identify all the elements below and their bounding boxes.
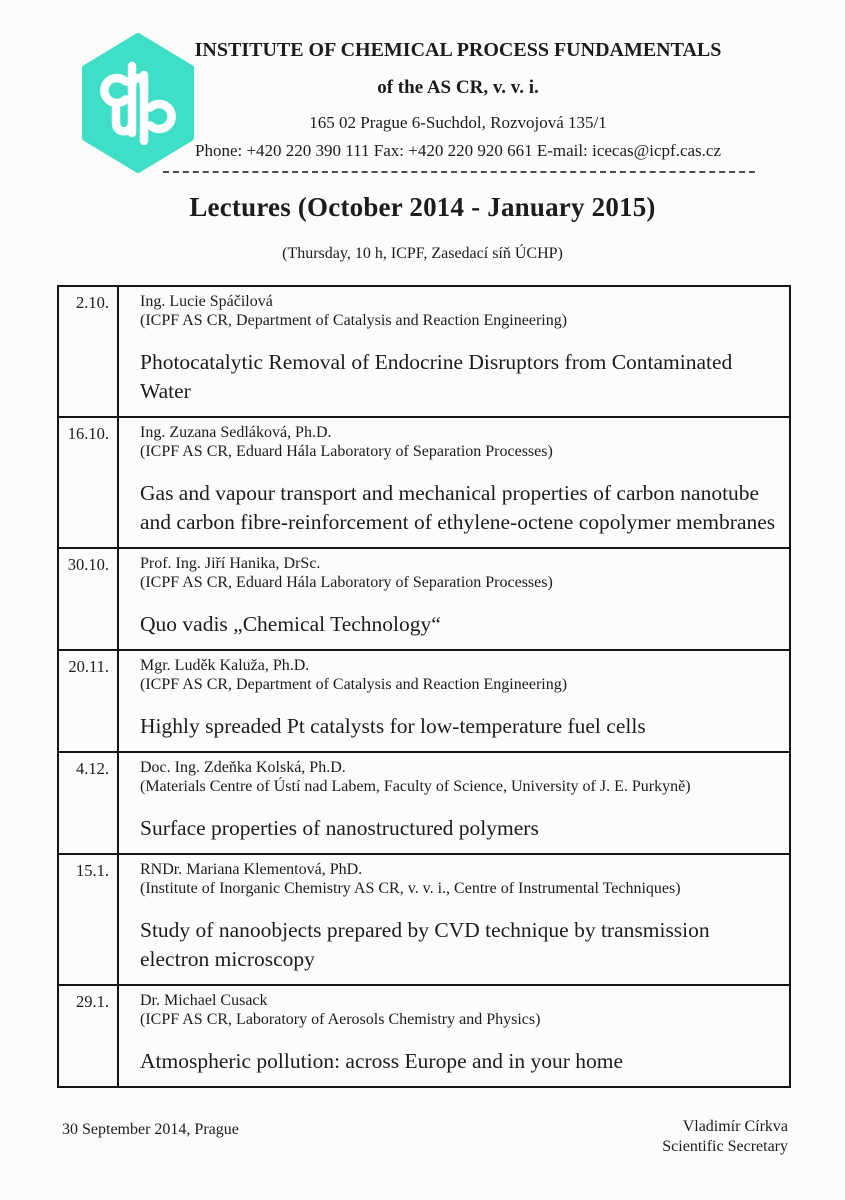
lecture-speaker: Dr. Michael Cusack [140,992,268,1009]
footer-date-place: 30 September 2014, Prague [62,1121,239,1138]
lecture-cell [118,985,790,1087]
lecture-date: 16.10. [58,417,118,548]
lecture-date: 2.10. [58,286,118,417]
page-subtitle: (Thursday, 10 h, ICPF, Zasedací síň ÚCHP) [282,245,563,262]
lecture-date: 4.12. [58,752,118,854]
table-row [58,286,790,417]
lecture-date: 20.11. [58,650,118,752]
lecture-cell [118,417,790,548]
lecture-cell [118,650,790,752]
lecture-speaker: Doc. Ing. Zdeňka Kolská, Ph.D. [140,759,346,776]
lecture-cell [118,548,790,650]
lecture-title: Photocatalytic Removal of Endocrine Disruptors from Contaminated Water [140,350,733,403]
signature-block [662,1117,788,1157]
lecture-title: Surface properties of nanostructured polymers [140,816,539,840]
letterhead [158,39,758,161]
institute-address: 165 02 Prague 6-Suchdol, Rozvojová 135/1 [309,113,607,132]
lecture-speaker: RNDr. Mariana Klementová, PhD. [140,861,363,878]
lectures-table [57,285,791,1088]
institute-contact: Phone: +420 220 390 111 Fax: +420 220 920 661 E-mail: icecas@icpf.cas.cz [195,141,721,160]
lecture-cell [118,752,790,854]
signatory-role: Scientific Secretary [662,1138,788,1155]
header-divider [163,171,755,173]
lecture-title: Highly spreaded Pt catalysts for low-temperature fuel cells [140,714,646,738]
table-row [58,752,790,854]
lecture-speaker: Ing. Lucie Spáčilová [140,293,273,310]
lecture-affiliation: (Materials Centre of Ústí nad Labem, Faculty of Science, University of J. E. Purkyně) [140,778,691,795]
table-row [58,548,790,650]
lecture-title: Quo vadis „Chemical Technology“ [140,612,441,636]
lecture-title: Gas and vapour transport and mechanical properties of carbon nanotube and carbon fibre-reinforcement of ethylene-octene copolymer membranes [140,481,776,534]
lecture-affiliation: (ICPF AS CR, Laboratory of Aerosols Chemistry and Physics) [140,1011,541,1028]
lecture-title: Study of nanoobjects prepared by CVD technique by transmission electron microscopy [140,918,710,971]
lecture-cell [118,854,790,985]
lecture-date: 29.1. [58,985,118,1087]
lecture-affiliation: (ICPF AS CR, Eduard Hála Laboratory of Separation Processes) [140,443,553,460]
page-title: Lectures (October 2014 - January 2015) [189,192,656,222]
lecture-affiliation: (ICPF AS CR, Department of Catalysis and Reaction Engineering) [140,312,568,329]
table-row [58,854,790,985]
lecture-title: Atmospheric pollution: across Europe and in your home [140,1049,624,1073]
lecture-cell [118,286,790,417]
institute-name: INSTITUTE OF CHEMICAL PROCESS FUNDAMENTALS [194,39,722,61]
lecture-date: 15.1. [58,854,118,985]
lecture-speaker: Mgr. Luděk Kaluža, Ph.D. [140,657,310,674]
signatory-name: Vladimír Církva [682,1118,788,1135]
table-row [58,417,790,548]
lecture-affiliation: (ICPF AS CR, Eduard Hála Laboratory of Separation Processes) [140,574,553,591]
table-row [58,650,790,752]
table-row [58,985,790,1087]
lecture-affiliation: (ICPF AS CR, Department of Catalysis and Reaction Engineering) [140,676,568,693]
lecture-speaker: Ing. Zuzana Sedláková, Ph.D. [140,424,332,441]
lecture-date: 30.10. [58,548,118,650]
institute-name-line2: of the AS CR, v. v. i. [377,77,539,98]
lecture-affiliation: (Institute of Inorganic Chemistry AS CR, v. v. i., Centre of Instrumental Techniques) [140,880,681,897]
lecture-speaker: Prof. Ing. Jiří Hanika, DrSc. [140,555,321,572]
